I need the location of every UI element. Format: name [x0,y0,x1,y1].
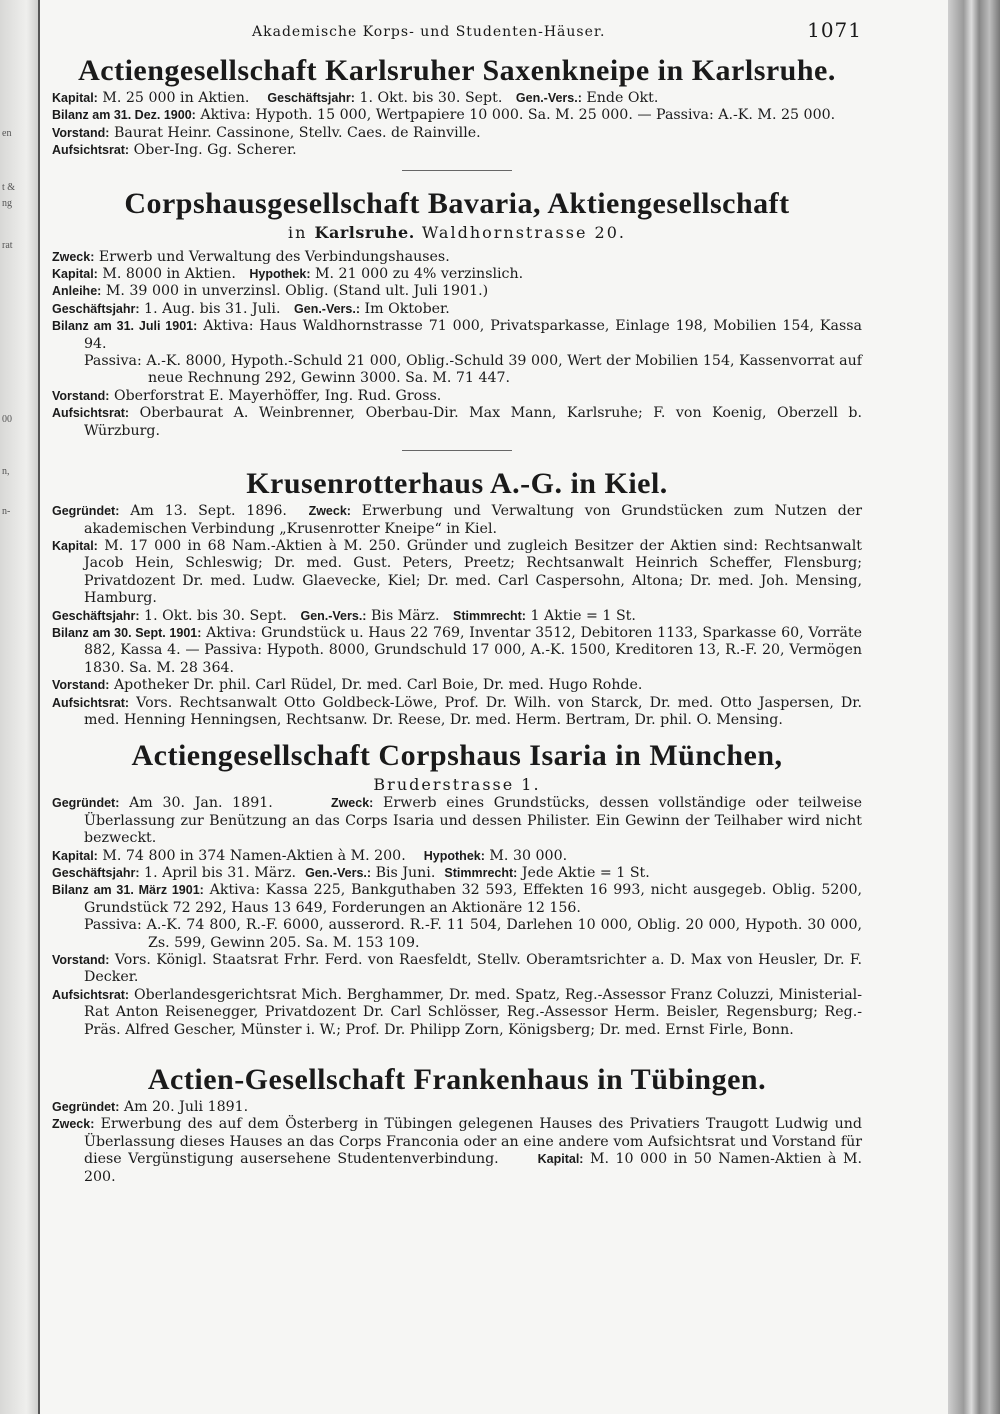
entry-text: 1 Aktie = 1 St. [530,607,636,624]
entry-text: Oberlandesgerichtsrat Mich. Berghammer, Dr. med. Spatz, Reg.-Assessor Franz Coluzzi, Ministerial-Rat Anton Reisenegger, Privatdozent Dr. Carl Schlösser, Reg.-Assessor Herm. Beisler, Regensburg; Reg.-Präs. Alfred Gescher, Münster i. W.; Prof. Dr. Philipp Zorn, Königsberg; Dr. med. Ernst Firle, Bonn. [84,986,862,1038]
entry-label: Gegründet: [52,504,120,519]
section-subtitle: Bruderstrasse 1. [373,775,541,795]
entry-label: Kapital: [52,538,98,553]
entry-label: Zweck: [52,249,95,264]
entry-passiva [52,917,862,952]
entry-text: Aktiva: Hypoth. 15 000, Wertpapiere 10 000. Sa. M. 25 000. — Passiva: A.-K. M. 25 000. [200,107,836,124]
gutter-fragment: rat [2,240,13,251]
entry-vorstand [52,952,862,987]
entry-text: Bis März. [370,607,440,624]
entry-label: Vorstand: [52,388,110,403]
entry-label: Gegründet: [52,1100,120,1115]
entry-label: Hypothek: [423,848,485,863]
entry-label: Anleihe: [52,284,102,299]
entry-text: Aktiva: Kassa 225, Bankguthaben 32 593, Effekten 16 993, nicht ausgegeb. Oblig. 5200, Grundstück 72 292, Haus 13 649, Forderungen an Aktionäre 12 156. [84,882,862,916]
entry-geschaeftsjahr [52,301,862,318]
section-divider [402,450,512,451]
entry-kapital [52,90,862,107]
section-divider [402,170,512,171]
entry-zweck [52,1116,862,1186]
page-edge-shadow [948,0,1000,1414]
entry-zweck [52,249,862,266]
section-title: Actiengesellschaft Corpshaus Isaria in München, [131,739,783,773]
entry-text: Erwerbung und Verwaltung von Grundstücken zum Nutzen der akademischen Verbindung „Krusenrotter Kneipe“ in Kiel. [84,503,863,537]
entry-text: M. 30 000. [489,847,568,864]
entry-label: Gen.-Vers.: [300,608,367,623]
entry-label: Zweck: [308,504,351,519]
entry-text: Am 20. Juli 1891. [123,1099,249,1116]
page-number: 1071 [807,18,862,42]
entry-text: Apotheker Dr. phil. Carl Rüdel, Dr. med. Carl Boie, Dr. med. Hugo Rohde. [113,677,643,694]
section-subtitle [52,223,862,243]
entry-bilanz [52,318,862,353]
entry-label: Vorstand: [52,953,110,968]
entry-kapital [52,848,862,865]
entry-text: Baurat Heinr. Cassinone, Stellv. Caes. de Rainville. [113,124,481,141]
entry-label: Geschäftsjahr: [52,608,140,623]
entry-text: Aktiva: Grundstück u. Haus 22 769, Inventar 3512, Debitoren 1133, Sparkasse 60, Vorräte 882, Kassa 4. — Passiva: Hypoth. 8000, Grundschuld 17 000, A.-K. 1500, Kreditoren 13, R.-F. 20, Vermögen 1830. Sa. M. 28 364. [84,624,862,676]
entry-label: Kapital: [52,267,98,282]
gutter-fragment: en [2,128,12,139]
entry-label: Vorstand: [52,678,110,693]
entry-vorstand [52,125,862,142]
binding-gutter [0,0,40,1414]
entry-passiva [52,353,862,388]
section-bavaria [52,185,862,440]
entry-text: M. 74 800 in 374 Namen-Aktien à M. 200. [102,847,406,864]
entry-text: Erwerb eines Grundstücks, dessen vollständige oder teilweise Überlassung zur Benützung an das Corps Isaria und dessen Philister. Ein Gewinn der Teilhaber wird nicht bezweckt. [84,795,863,847]
entry-text: Erwerbung des auf dem Österberg in Tübingen gelegenen Hauses des Privatiers Traugott Ludwig und Überlassung dieses Hauses an das Corps Franconia oder an eine andere vom Aufsichtsrat und Vorstand für diese Vergünstigung ausersehene Studentenverbindung. [84,1116,862,1168]
section-title: Krusenrotterhaus A.-G. in Kiel. [246,467,668,501]
entry-bilanz [52,107,862,124]
entry-aufsichtsrat [52,987,862,1039]
entry-text: 1. Aug. bis 31. Juli. [144,300,281,317]
entry-label: Kapital: [52,848,98,863]
section-krusenrotterhaus [52,465,862,729]
entry-text: Vors. Rechtsanwalt Otto Goldbeck-Löwe, Prof. Dr. Wilh. von Starck, Dr. med. Otto Jaspersen, Dr. med. Henning Henningsen, Rechtsanw. Dr. Reese, Dr. med. Herm. Bertram, Dr. phil. O. Mensing. [84,694,862,728]
entry-text: M. 10 000 in 50 Namen-Aktien à M. 200. [84,1151,863,1185]
entry-vorstand [52,388,862,405]
entry-text: M. 8000 in Aktien. [102,266,236,283]
entry-text: Ober-Ing. Gg. Scherer. [133,142,297,159]
entry-text: Passiva: A.-K. 8000, Hypoth.-Schuld 21 000, Oblig.-Schuld 39 000, Wert der Mobilien 154, Kassenvorrat auf neue Rechnung 292, Gewinn 3000. Sa. M. 71 447. [84,353,862,387]
entry-label: Aufsichtsrat: [52,406,130,421]
entry-label: Aufsichtsrat: [52,695,130,710]
entry-geschaeftsjahr [52,608,862,625]
entry-label: Gen.-Vers.: [294,301,361,316]
entry-text: M. 25 000 in Aktien. [102,90,250,106]
entry-label: Geschäftsjahr: [52,301,140,316]
entry-text: 1. Okt. bis 30. Sept. [359,90,503,106]
entry-label: Hypothek: [249,267,311,282]
gutter-fragment: 00 [2,414,12,425]
entry-label: Zweck: [330,796,374,811]
entry-text: Jede Aktie = 1 St. [521,865,650,881]
entry-label: Geschäftsjahr: [52,866,140,880]
entry-text: Im Oktober. [364,300,450,317]
entry-text: Oberforstrat E. Mayerhöffer, Ing. Rud. Gross. [113,387,442,404]
entry-label: Bilanz am 31. März 1901: [52,883,204,898]
entry-label: Stimmrecht: [453,608,526,623]
gutter-fragment: ng [2,198,12,209]
entry-label: Bilanz am 31. Juli 1901: [52,319,198,334]
entry-text: Am 30. Jan. 1891. [129,795,273,812]
subtitle-address: Waldhornstrasse 20. [421,222,626,242]
entry-label: Gen.-Vers.: [515,91,582,105]
subtitle-city: Karlsruhe. [314,222,415,242]
entry-text: M. 17 000 in 68 Nam.-Aktien à M. 250. Gründer und zugleich Besitzer der Aktien sind: Rechtsanwalt Jacob Hein, Schleswig; Dr. med. Gust. Peters, Preetz; Rechtsanwalt Heinrich Scheffer, Flensburg; Privatdozent Dr. med. Ludw. Glaevecke, Kiel; Dr. med. Carl Caspersohn, Altona; Dr. med. Joh. Mensing, Hamburg. [84,537,863,607]
entry-label: Aufsichtsrat: [52,987,130,1002]
entry-gegruendet [52,1099,862,1116]
document-page [52,18,862,1186]
entry-text: Am 13. Sept. 1896. [130,503,287,520]
section-isaria [52,737,862,1039]
entry-text: Passiva: A.-K. 74 800, R.-F. 6000, ausserord. R.-F. 11 504, Darlehen 10 000, Oblig. 20 000, Hypoth. 30 000, Zs. 599, Gewinn 205. Sa. M. 153 109. [84,917,862,951]
entry-label: Kapital: [52,91,98,105]
entry-label: Kapital: [537,1152,584,1167]
entry-vorstand [52,677,862,694]
entry-label: Bilanz am 31. Dez. 1900: [52,108,196,123]
entry-gegruendet [52,503,862,538]
entry-text: 1. April bis 31. März. [144,865,297,881]
entry-text: M. 21 000 zu 4% verzinslich. [315,266,524,283]
section-title: Actiengesellschaft Karlsruher Saxenkneipe in Karlsruhe. [78,54,836,87]
section-title: Corpshausgesellschaft Bavaria, Aktiengesellschaft [124,186,790,220]
gutter-fragment: t & [2,182,16,193]
running-head-title: Akademische Korps- und Studenten-Häuser. [252,24,606,40]
entry-bilanz [52,625,862,677]
entry-label: Stimmrecht: [444,866,518,880]
entry-label: Vorstand: [52,125,110,140]
entry-label: Aufsichtsrat: [52,143,130,158]
entry-aufsichtsrat [52,405,862,440]
entry-label: Gegründet: [52,796,120,811]
entry-label: Zweck: [52,1117,95,1132]
entry-text: Erwerb und Verwaltung des Verbindungshauses. [98,248,450,265]
entry-kapital [52,266,862,283]
entry-gegruendet [52,795,862,847]
entry-text: Ende Okt. [586,90,659,106]
entry-aufsichtsrat [52,142,862,159]
section-frankenhaus [52,1061,862,1186]
entry-text: M. 39 000 in unverzinsl. Oblig. (Stand ult. Juli 1901.) [105,283,489,300]
running-head [52,18,862,52]
subtitle-text: in [288,222,308,242]
gutter-fragment: n- [2,506,11,517]
entry-anleihe [52,283,862,300]
entry-label: Gen.-Vers.: [305,866,372,880]
section-karlsruher-saxenkneipe [52,52,862,160]
entry-geschaeftsjahr [52,865,862,882]
entry-text: Vors. Königl. Staatsrat Frhr. Ferd. von Raesfeldt, Stellv. Oberamtsrichter a. D. Max von Heusler, Dr. F. Decker. [84,952,862,986]
entry-label: Bilanz am 30. Sept. 1901: [52,625,202,640]
entry-text: Bis Juni. [375,865,436,881]
entry-bilanz [52,882,862,917]
gutter-fragment: n, [2,466,10,477]
entry-label: Geschäftsjahr: [267,91,355,105]
entry-text: Aktiva: Haus Waldhornstrasse 71 000, Privatsparkasse, Einlage 198, Mobilien 154, Kassa 94. [84,318,862,352]
entry-aufsichtsrat [52,695,862,730]
section-title: Actien-Gesellschaft Frankenhaus in Tübingen. [147,1063,767,1097]
entry-text: Oberbaurat A. Weinbrenner, Oberbau-Dir. Max Mann, Karlsruhe; F. von Koenig, Oberzell b. Würzburg. [84,405,862,439]
entry-kapital [52,538,862,608]
entry-text: 1. Okt. bis 30. Sept. [144,607,287,624]
